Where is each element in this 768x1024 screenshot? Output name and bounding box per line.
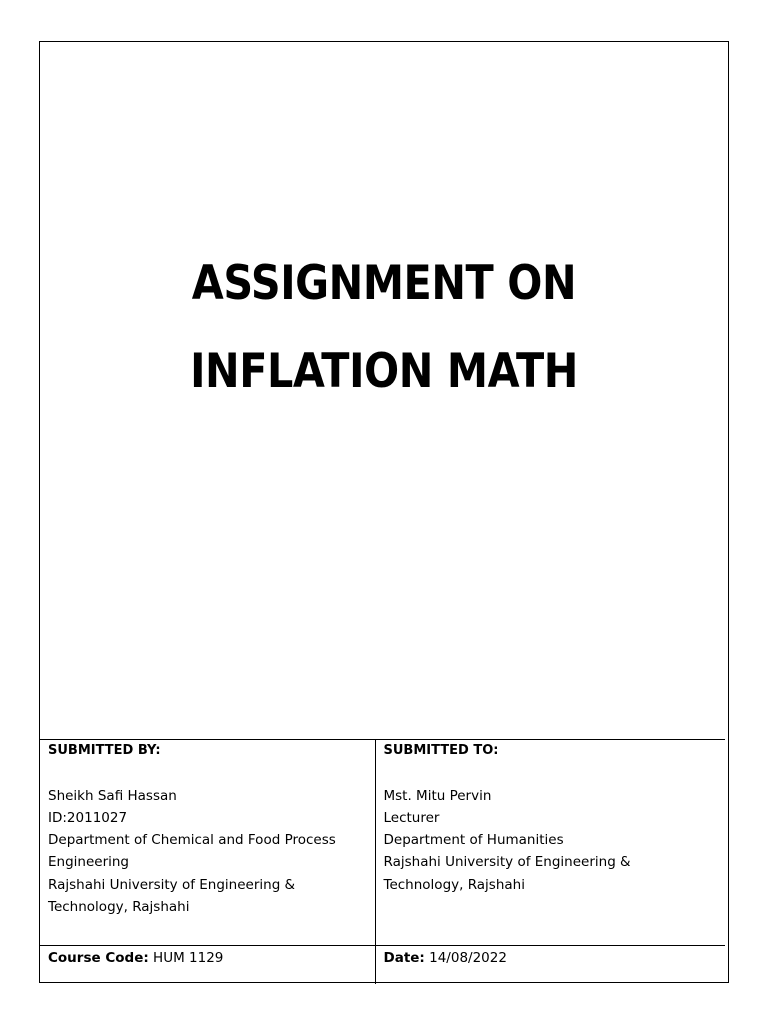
student-department-line-2: Engineering (48, 854, 129, 871)
course-code-value: HUM 1129 (153, 950, 224, 966)
submission-row (40, 740, 725, 946)
submitted-by-heading: SUBMITTED BY: (48, 743, 161, 758)
footer-row (40, 946, 725, 984)
submission-info-table (40, 739, 725, 984)
date-cell (375, 946, 725, 984)
teacher-name: Mst. Mitu Pervin (383, 787, 492, 804)
submitted-by-cell (40, 740, 375, 946)
submitted-to-cell (375, 740, 725, 946)
course-code-label: Course Code: (48, 950, 149, 966)
teacher-designation: Lecturer (383, 809, 440, 826)
assignment-title (46, 240, 722, 416)
date-label: Date: (383, 950, 425, 966)
student-university-line-1: Rajshahi University of Engineering & (48, 876, 296, 893)
teacher-university-line-1: Rajshahi University of Engineering & (383, 854, 631, 871)
teacher-university-line-2: Technology, Rajshahi (383, 876, 525, 893)
student-id: ID:2011027 (48, 809, 128, 826)
title-line-1: ASSIGNMENT ON (191, 256, 577, 311)
teacher-department: Department of Humanities (383, 832, 564, 849)
date-value: 14/08/2022 (429, 950, 507, 966)
student-department-line-1: Department of Chemical and Food Process (48, 832, 336, 849)
spacer (48, 762, 367, 784)
title-line-2: INFLATION MATH (190, 344, 578, 399)
submitted-to-heading: SUBMITTED TO: (383, 743, 499, 758)
course-code-cell (40, 946, 375, 984)
spacer (384, 762, 718, 784)
student-name: Sheikh Safi Hassan (48, 787, 177, 804)
student-university-line-2: Technology, Rajshahi (48, 899, 190, 916)
